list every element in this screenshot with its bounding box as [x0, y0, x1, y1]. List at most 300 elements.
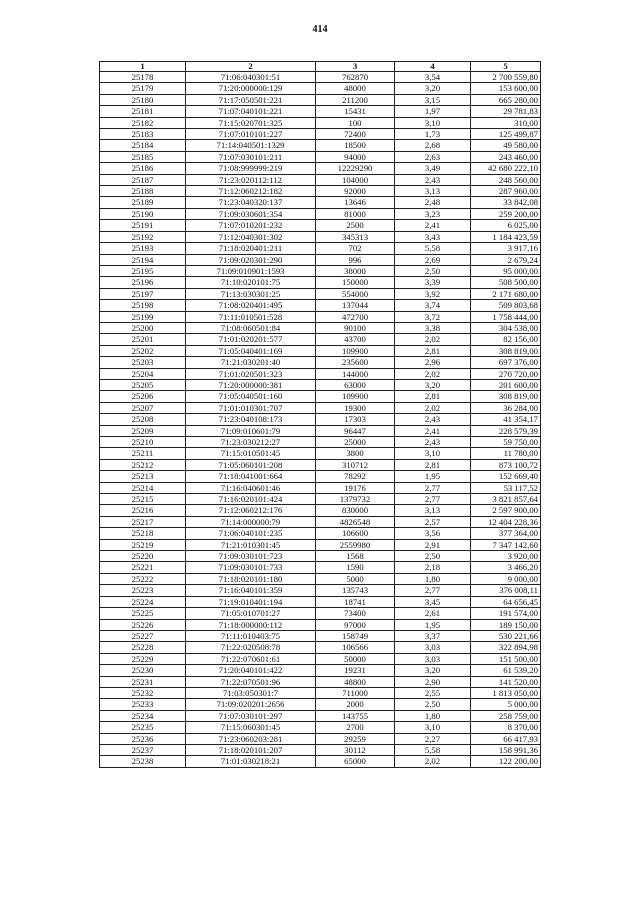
- rate-cell: 2,90: [395, 676, 471, 687]
- table-row: [100, 357, 541, 368]
- cadastral-value-cell: 201 600,00: [471, 379, 541, 390]
- area-cell: 2559980: [316, 539, 395, 550]
- area-cell: 554000: [316, 288, 395, 299]
- row-number-cell: 25210: [100, 437, 186, 448]
- area-cell: 345313: [316, 231, 395, 242]
- row-number-cell: 25220: [100, 551, 186, 562]
- row-number-cell: 25206: [100, 391, 186, 402]
- table-row: [100, 665, 541, 676]
- rate-cell: 3,03: [395, 642, 471, 653]
- cadastral-number-cell: 71:15:020701:325: [186, 117, 316, 128]
- table-row: [100, 756, 541, 767]
- cadastral-number-cell: 71:18:020101:207: [186, 744, 316, 755]
- cadastral-number-cell: 71:11:010403:75: [186, 630, 316, 641]
- rate-cell: 2,43: [395, 174, 471, 185]
- table-row: [100, 322, 541, 333]
- table-row: [100, 437, 541, 448]
- row-number-cell: 25200: [100, 322, 186, 333]
- rate-cell: 1,80: [395, 573, 471, 584]
- cadastral-value-cell: 304 538,00: [471, 322, 541, 333]
- cadastral-value-cell: 1 758 444,00: [471, 311, 541, 322]
- table-row: [100, 197, 541, 208]
- cadastral-number-cell: 71:08:060501:84: [186, 322, 316, 333]
- table-row: [100, 117, 541, 128]
- row-number-cell: 25238: [100, 756, 186, 767]
- rate-cell: 2,96: [395, 357, 471, 368]
- area-cell: 17303: [316, 414, 395, 425]
- cadastral-number-cell: 71:18:000000:112: [186, 619, 316, 630]
- row-number-cell: 25192: [100, 231, 186, 242]
- row-number-cell: 25199: [100, 311, 186, 322]
- row-number-cell: 25196: [100, 277, 186, 288]
- row-number-cell: 25221: [100, 562, 186, 573]
- area-cell: 19300: [316, 402, 395, 413]
- area-cell: 144000: [316, 368, 395, 379]
- row-number-cell: 25179: [100, 83, 186, 94]
- table-row: [100, 414, 541, 425]
- row-number-cell: 25236: [100, 733, 186, 744]
- cadastral-value-cell: 61 539,20: [471, 665, 541, 676]
- table-row: [100, 83, 541, 94]
- area-cell: 19231: [316, 665, 395, 676]
- area-cell: 109900: [316, 345, 395, 356]
- rate-cell: 3,45: [395, 596, 471, 607]
- cadastral-number-cell: 71:14:000000:79: [186, 516, 316, 527]
- rate-cell: 3,72: [395, 311, 471, 322]
- rate-cell: 2,43: [395, 437, 471, 448]
- table-row: [100, 151, 541, 162]
- area-cell: 1379732: [316, 494, 395, 505]
- table-row: [100, 231, 541, 242]
- cadastral-value-cell: 697 376,00: [471, 357, 541, 368]
- area-cell: 73400: [316, 608, 395, 619]
- cadastral-value-cell: 82 156,00: [471, 334, 541, 345]
- area-cell: 702: [316, 243, 395, 254]
- cadastral-number-cell: 71:16:040101:359: [186, 585, 316, 596]
- rate-cell: 2,02: [395, 402, 471, 413]
- table-row: [100, 94, 541, 105]
- table-row: [100, 368, 541, 379]
- rate-cell: 2,50: [395, 265, 471, 276]
- rate-cell: 2,81: [395, 459, 471, 470]
- row-number-cell: 25186: [100, 163, 186, 174]
- area-cell: 2700: [316, 722, 395, 733]
- area-cell: 830000: [316, 505, 395, 516]
- cadastral-value-cell: 42 680 222,10: [471, 163, 541, 174]
- table-row: [100, 402, 541, 413]
- cadastral-number-cell: 71:14:040501:1329: [186, 140, 316, 151]
- row-number-cell: 25214: [100, 482, 186, 493]
- row-number-cell: 25208: [100, 414, 186, 425]
- cadastral-value-cell: 873 100,72: [471, 459, 541, 470]
- row-number-cell: 25216: [100, 505, 186, 516]
- table-row: [100, 174, 541, 185]
- rate-cell: 3,13: [395, 186, 471, 197]
- area-cell: 81000: [316, 208, 395, 219]
- cadastral-value-cell: 36 284,00: [471, 402, 541, 413]
- cadastral-number-cell: 71:07:010201:232: [186, 220, 316, 231]
- row-number-cell: 25193: [100, 243, 186, 254]
- rate-cell: 1,80: [395, 710, 471, 721]
- area-cell: 3800: [316, 448, 395, 459]
- row-number-cell: 25231: [100, 676, 186, 687]
- row-number-cell: 25215: [100, 494, 186, 505]
- cadastral-number-cell: 71:05:040501:160: [186, 391, 316, 402]
- area-cell: 97000: [316, 619, 395, 630]
- row-number-cell: 25227: [100, 630, 186, 641]
- cadastral-value-cell: 376 008,11: [471, 585, 541, 596]
- rate-cell: 3,37: [395, 630, 471, 641]
- cadastral-number-cell: 71:18:020101:180: [186, 573, 316, 584]
- area-cell: 211200: [316, 94, 395, 105]
- rate-cell: 3,92: [395, 288, 471, 299]
- cadastral-number-cell: 71:05:060101:208: [186, 459, 316, 470]
- cadastral-number-cell: 71:19:010401:194: [186, 596, 316, 607]
- cadastral-number-cell: 71:06:040101:235: [186, 528, 316, 539]
- area-cell: 18500: [316, 140, 395, 151]
- cadastral-value-cell: 508 500,00: [471, 277, 541, 288]
- table-row: [100, 676, 541, 687]
- cadastral-number-cell: 71:15:010501:45: [186, 448, 316, 459]
- cadastral-number-cell: 71:23:060203:281: [186, 733, 316, 744]
- rate-cell: 3,54: [395, 72, 471, 83]
- area-cell: 18741: [316, 596, 395, 607]
- rate-cell: 3,39: [395, 277, 471, 288]
- cadastral-number-cell: 71:03:050301:7: [186, 687, 316, 698]
- cadastral-number-cell: 71:05:040401:169: [186, 345, 316, 356]
- cadastral-number-cell: 71:22:070501:96: [186, 676, 316, 687]
- cadastral-value-cell: 95 000,00: [471, 265, 541, 276]
- row-number-cell: 25202: [100, 345, 186, 356]
- row-number-cell: 25182: [100, 117, 186, 128]
- row-number-cell: 25217: [100, 516, 186, 527]
- row-number-cell: 25204: [100, 368, 186, 379]
- row-number-cell: 25203: [100, 357, 186, 368]
- area-cell: 5000: [316, 573, 395, 584]
- table-row: [100, 106, 541, 117]
- table-row: [100, 551, 541, 562]
- cadastral-value-cell: 125 499,87: [471, 129, 541, 140]
- area-cell: 43700: [316, 334, 395, 345]
- cadastral-value-cell: 228 579,39: [471, 425, 541, 436]
- rate-cell: 3,10: [395, 722, 471, 733]
- table-row: [100, 140, 541, 151]
- row-number-cell: 25219: [100, 539, 186, 550]
- row-number-cell: 25213: [100, 471, 186, 482]
- cadastral-number-cell: 71:09:010601:79: [186, 425, 316, 436]
- cadastral-number-cell: 71:12:060212:176: [186, 505, 316, 516]
- cadastral-number-cell: 71:23:040108:173: [186, 414, 316, 425]
- area-cell: 63000: [316, 379, 395, 390]
- cadastral-number-cell: 71:16:020101:424: [186, 494, 316, 505]
- cadastral-number-cell: 71:21:030201:40: [186, 357, 316, 368]
- cadastral-value-cell: 243 460,00: [471, 151, 541, 162]
- table-row: [100, 562, 541, 573]
- rate-cell: 2,68: [395, 140, 471, 151]
- column-header-1: 1: [100, 62, 186, 72]
- cadastral-number-cell: 71:21:010301:45: [186, 539, 316, 550]
- page-number: 414: [312, 24, 328, 35]
- rate-cell: 2,43: [395, 414, 471, 425]
- row-number-cell: 25223: [100, 585, 186, 596]
- cadastral-number-cell: 71:16:040601:46: [186, 482, 316, 493]
- table-row: [100, 220, 541, 231]
- area-cell: 1590: [316, 562, 395, 573]
- rate-cell: 3,20: [395, 83, 471, 94]
- area-cell: 135743: [316, 585, 395, 596]
- column-header-4: 4: [395, 62, 471, 72]
- row-number-cell: 25207: [100, 402, 186, 413]
- cadastral-number-cell: 71:12:060212:182: [186, 186, 316, 197]
- rate-cell: 2,02: [395, 368, 471, 379]
- cadastral-value-cell: 2 597 900,00: [471, 505, 541, 516]
- cadastral-number-cell: 71:09:020201:2656: [186, 699, 316, 710]
- rate-cell: 3,43: [395, 231, 471, 242]
- cadastral-number-cell: 71:12:040301:302: [186, 231, 316, 242]
- cadastral-value-cell: 509 803,68: [471, 300, 541, 311]
- cadastral-value-cell: 6 025,00: [471, 220, 541, 231]
- cadastral-number-cell: 71:06:040301:51: [186, 72, 316, 83]
- table-row: [100, 471, 541, 482]
- cadastral-number-cell: 71:17:050501:221: [186, 94, 316, 105]
- cadastral-value-cell: 308 819,00: [471, 391, 541, 402]
- table-row: [100, 619, 541, 630]
- row-number-cell: 25181: [100, 106, 186, 117]
- cadastral-number-cell: 71:09:030601:354: [186, 208, 316, 219]
- area-cell: 2000: [316, 699, 395, 710]
- rate-cell: 2,55: [395, 687, 471, 698]
- row-number-cell: 25178: [100, 72, 186, 83]
- cadastral-number-cell: 71:09:030101:733: [186, 562, 316, 573]
- header-row: [100, 62, 541, 72]
- row-number-cell: 25205: [100, 379, 186, 390]
- rate-cell: 1,95: [395, 471, 471, 482]
- area-cell: 106600: [316, 528, 395, 539]
- area-cell: 109900: [316, 391, 395, 402]
- rate-cell: 2,63: [395, 151, 471, 162]
- row-number-cell: 25212: [100, 459, 186, 470]
- area-cell: 12229290: [316, 163, 395, 174]
- table-row: [100, 710, 541, 721]
- area-cell: 762870: [316, 72, 395, 83]
- rate-cell: 1,73: [395, 129, 471, 140]
- table-row: [100, 494, 541, 505]
- area-cell: 29259: [316, 733, 395, 744]
- row-number-cell: 25211: [100, 448, 186, 459]
- table-row: [100, 653, 541, 664]
- area-cell: 106566: [316, 642, 395, 653]
- rate-cell: 5,58: [395, 243, 471, 254]
- table-row: [100, 334, 541, 345]
- cadastral-number-cell: 71:22:070601:61: [186, 653, 316, 664]
- cadastral-value-cell: 259 200,00: [471, 208, 541, 219]
- cadastral-value-cell: 33 842,08: [471, 197, 541, 208]
- table-row: [100, 516, 541, 527]
- table-row: [100, 733, 541, 744]
- rate-cell: 2,27: [395, 733, 471, 744]
- table-row: [100, 72, 541, 83]
- area-cell: 150000: [316, 277, 395, 288]
- cadastral-number-cell: 71:18:020401:211: [186, 243, 316, 254]
- cadastral-value-cell: 665 280,00: [471, 94, 541, 105]
- area-cell: 50000: [316, 653, 395, 664]
- cadastral-number-cell: 71:22:020508:78: [186, 642, 316, 653]
- table-row: [100, 288, 541, 299]
- row-number-cell: 25222: [100, 573, 186, 584]
- row-number-cell: 25235: [100, 722, 186, 733]
- table-header: [100, 62, 541, 72]
- row-number-cell: 25218: [100, 528, 186, 539]
- table-row: [100, 186, 541, 197]
- row-number-cell: 25191: [100, 220, 186, 231]
- cadastral-number-cell: 71:13:030301:25: [186, 288, 316, 299]
- cadastral-number-cell: 71:23:040320:137: [186, 197, 316, 208]
- table-row: [100, 254, 541, 265]
- row-number-cell: 25198: [100, 300, 186, 311]
- cadastral-value-cell: 12 404 228,36: [471, 516, 541, 527]
- cadastral-value-cell: 122 200,00: [471, 756, 541, 767]
- rate-cell: 3,13: [395, 505, 471, 516]
- area-cell: 143755: [316, 710, 395, 721]
- cadastral-number-cell: 71:08:999999:219: [186, 163, 316, 174]
- cadastral-value-cell: 287 960,00: [471, 186, 541, 197]
- area-cell: 100: [316, 117, 395, 128]
- table-row: [100, 459, 541, 470]
- row-number-cell: 25228: [100, 642, 186, 653]
- rate-cell: 2,41: [395, 425, 471, 436]
- cadastral-value-cell: 1 813 050,00: [471, 687, 541, 698]
- cadastral-value-cell: 2 679,24: [471, 254, 541, 265]
- cadastral-value-cell: 152 669,40: [471, 471, 541, 482]
- column-header-5: 5: [471, 62, 541, 72]
- area-cell: 137044: [316, 300, 395, 311]
- cadastral-value-cell: 3 466,20: [471, 562, 541, 573]
- rate-cell: 2,77: [395, 482, 471, 493]
- table-row: [100, 608, 541, 619]
- cadastral-value-cell: 1 184 423,59: [471, 231, 541, 242]
- rate-cell: 3,49: [395, 163, 471, 174]
- area-cell: 94000: [316, 151, 395, 162]
- row-number-cell: 25233: [100, 699, 186, 710]
- area-cell: 72400: [316, 129, 395, 140]
- row-number-cell: 25237: [100, 744, 186, 755]
- cadastral-value-cell: 2 700 559,80: [471, 72, 541, 83]
- cadastral-value-cell: 191 574,00: [471, 608, 541, 619]
- cadastral-number-cell: 71:09:010901:1593: [186, 265, 316, 276]
- cadastral-value-cell: 41 354,17: [471, 414, 541, 425]
- rate-cell: 5,58: [395, 744, 471, 755]
- cadastral-value-cell: 258 759,00: [471, 710, 541, 721]
- rate-cell: 2,81: [395, 345, 471, 356]
- cadastral-value-cell: 64 656,45: [471, 596, 541, 607]
- rate-cell: 2,69: [395, 254, 471, 265]
- area-cell: 65000: [316, 756, 395, 767]
- row-number-cell: 25229: [100, 653, 186, 664]
- area-cell: 48800: [316, 676, 395, 687]
- cadastral-number-cell: 71:10:020101:75: [186, 277, 316, 288]
- table-row: [100, 425, 541, 436]
- table-row: [100, 163, 541, 174]
- row-number-cell: 25194: [100, 254, 186, 265]
- table-row: [100, 744, 541, 755]
- cadastral-value-cell: 9 000,00: [471, 573, 541, 584]
- rate-cell: 2,77: [395, 494, 471, 505]
- area-cell: 25000: [316, 437, 395, 448]
- area-cell: 15431: [316, 106, 395, 117]
- row-number-cell: 25189: [100, 197, 186, 208]
- table-row: [100, 585, 541, 596]
- cadastral-value-cell: 3 821 857,64: [471, 494, 541, 505]
- area-cell: 158749: [316, 630, 395, 641]
- area-cell: 92000: [316, 186, 395, 197]
- table-row: [100, 642, 541, 653]
- cadastral-value-cell: 270 720,00: [471, 368, 541, 379]
- cadastral-number-cell: 71:07:030101:297: [186, 710, 316, 721]
- row-number-cell: 25187: [100, 174, 186, 185]
- cadastral-number-cell: 71:20:000000:129: [186, 83, 316, 94]
- area-cell: 19176: [316, 482, 395, 493]
- area-cell: 1568: [316, 551, 395, 562]
- table-row: [100, 208, 541, 219]
- cadastral-value-cell: 158 991,36: [471, 744, 541, 755]
- rate-cell: 2,48: [395, 197, 471, 208]
- row-number-cell: 25184: [100, 140, 186, 151]
- rate-cell: 2,61: [395, 608, 471, 619]
- area-cell: 78292: [316, 471, 395, 482]
- cadastral-number-cell: 71:01:010301:707: [186, 402, 316, 413]
- rate-cell: 2,57: [395, 516, 471, 527]
- rate-cell: 3,10: [395, 117, 471, 128]
- area-cell: 472700: [316, 311, 395, 322]
- area-cell: 96447: [316, 425, 395, 436]
- cadastral-number-cell: 71:11:010501:528: [186, 311, 316, 322]
- area-cell: 13646: [316, 197, 395, 208]
- rate-cell: 1,97: [395, 106, 471, 117]
- area-cell: 2500: [316, 220, 395, 231]
- cadastral-number-cell: 71:05:010701:27: [186, 608, 316, 619]
- cadastral-value-cell: 530 221,66: [471, 630, 541, 641]
- cadastral-value-table: [99, 61, 541, 768]
- cadastral-number-cell: 71:15:060301:45: [186, 722, 316, 733]
- cadastral-number-cell: 71:07:040101:221: [186, 106, 316, 117]
- cadastral-number-cell: 71:20:040101:422: [186, 665, 316, 676]
- table-row: [100, 722, 541, 733]
- cadastral-value-cell: 59 750,00: [471, 437, 541, 448]
- cadastral-number-cell: 71:01:020501:323: [186, 368, 316, 379]
- rate-cell: 2,50: [395, 699, 471, 710]
- cadastral-value-cell: 308 819,00: [471, 345, 541, 356]
- row-number-cell: 25230: [100, 665, 186, 676]
- cadastral-value-cell: 49 580,00: [471, 140, 541, 151]
- rate-cell: 3,74: [395, 300, 471, 311]
- cadastral-value-cell: 11 780,00: [471, 448, 541, 459]
- area-cell: 48000: [316, 83, 395, 94]
- rate-cell: 2,81: [395, 391, 471, 402]
- cadastral-value-cell: 3 920,00: [471, 551, 541, 562]
- table-row: [100, 379, 541, 390]
- table-row: [100, 345, 541, 356]
- table-row: [100, 699, 541, 710]
- cadastral-value-cell: 53 117,52: [471, 482, 541, 493]
- rate-cell: 3,03: [395, 653, 471, 664]
- cadastral-value-cell: 153 600,00: [471, 83, 541, 94]
- table-body: [100, 72, 541, 768]
- rate-cell: 3,23: [395, 208, 471, 219]
- table-row: [100, 448, 541, 459]
- table-row: [100, 265, 541, 276]
- row-number-cell: 25190: [100, 208, 186, 219]
- cadastral-number-cell: 71:09:030101:723: [186, 551, 316, 562]
